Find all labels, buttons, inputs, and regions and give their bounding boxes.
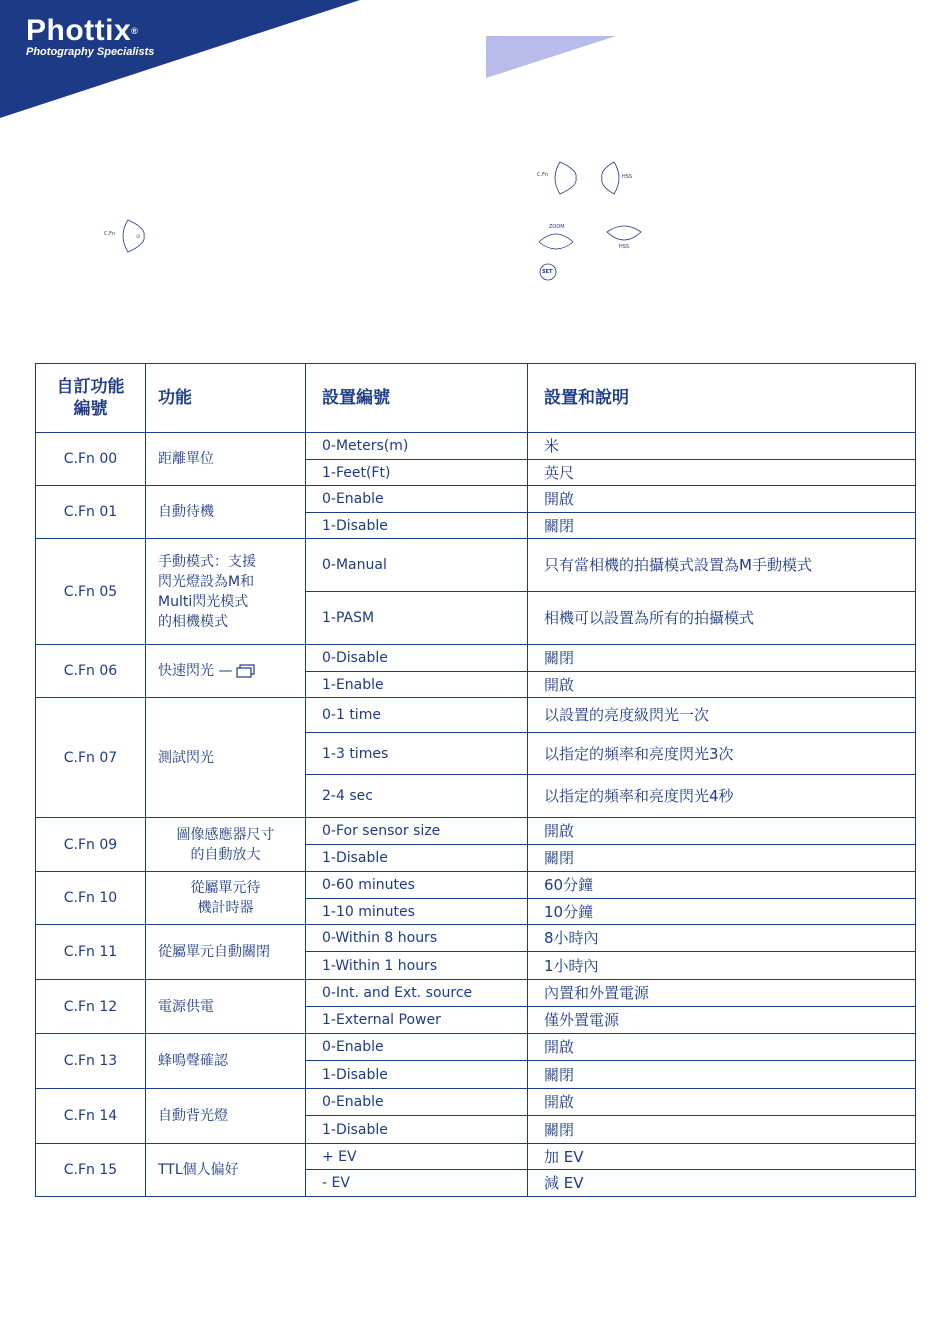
cfn-label: C.Fn xyxy=(104,231,116,237)
table-header-row xyxy=(36,364,916,433)
function-name-text: 自動背光燈 xyxy=(158,1108,228,1124)
setting-description: 1小時內 xyxy=(528,952,916,980)
table-row xyxy=(36,539,916,592)
setting-value: 1-Disable xyxy=(306,845,528,872)
setting-value: 0-Enable xyxy=(306,1089,528,1116)
setting-value: 1-Disable xyxy=(306,1116,528,1144)
brand-logo xyxy=(26,14,154,58)
setting-value: 1-External Power xyxy=(306,1007,528,1034)
setting-description: 關閉 xyxy=(528,1116,916,1144)
setting-description: 加 EV xyxy=(528,1144,916,1170)
function-code: C.Fn 09 xyxy=(36,818,146,872)
set-button-icon xyxy=(539,263,557,281)
function-name xyxy=(146,872,306,925)
header-code-label: 自訂功能 編號 xyxy=(56,377,125,419)
setting-value: 0-Within 8 hours xyxy=(306,925,528,952)
set-label: SET xyxy=(542,269,553,275)
setting-value: 0-60 minutes xyxy=(306,872,528,899)
setting-description: 英尺 xyxy=(528,460,916,486)
function-name-text: 測試閃光 xyxy=(158,749,214,766)
zoom-button-icon xyxy=(537,224,575,254)
hss-button-icon xyxy=(600,160,633,196)
function-code: C.Fn 06 xyxy=(36,645,146,698)
setting-description: 相機可以設置為所有的拍攝模式 xyxy=(528,592,916,645)
setting-description: 開啟 xyxy=(528,486,916,513)
function-name-text: 距離單位 xyxy=(158,451,214,467)
setting-description: 僅外置電源 xyxy=(528,1007,916,1034)
table-row xyxy=(36,433,916,460)
table-row xyxy=(36,818,916,845)
function-code: C.Fn 07 xyxy=(36,698,146,818)
hss-bottom-label: HSS xyxy=(619,244,630,250)
function-name-text: 自動待機 xyxy=(158,504,214,520)
function-code: C.Fn 11 xyxy=(36,925,146,980)
setting-value: 1-Feet(Ft) xyxy=(306,460,528,486)
setting-value: - EV xyxy=(306,1170,528,1197)
setting-description: 內置和外置電源 xyxy=(528,980,916,1007)
function-code: C.Fn 05 xyxy=(36,539,146,645)
setting-description: 開啟 xyxy=(528,672,916,698)
setting-description: 以指定的頻率和亮度閃光4秒 xyxy=(528,775,916,818)
function-name xyxy=(146,1034,306,1089)
custom-function-table xyxy=(35,363,916,1197)
function-name-text: 手動模式：支援 閃光燈設為M和 Multi閃光模式 的相機模式 xyxy=(158,553,256,630)
zoom-label: ZOOM xyxy=(549,224,565,230)
setting-value: 0-Meters(m) xyxy=(306,433,528,460)
setting-description: 關閉 xyxy=(528,1061,916,1089)
setting-description: 只有當相機的拍攝模式設置為M手動模式 xyxy=(528,539,916,592)
setting-description: 以設置的亮度級閃光一次 xyxy=(528,698,916,733)
setting-value: 1-Within 1 hours xyxy=(306,952,528,980)
cfn-top-label: C.Fn xyxy=(537,172,549,178)
setting-value: 0-Enable xyxy=(306,1034,528,1061)
function-name xyxy=(146,925,306,980)
setting-value: 0-Enable xyxy=(306,486,528,513)
table-row xyxy=(36,925,916,952)
header-function: 功能 xyxy=(146,364,306,433)
setting-value: 0-For sensor size xyxy=(306,818,528,845)
setting-description: 米 xyxy=(528,433,916,460)
setting-value: 2-4 sec xyxy=(306,775,528,818)
function-name-text: 快速閃光 — xyxy=(158,663,233,679)
setting-value: 1-3 times xyxy=(306,733,528,775)
function-name-text: 圖像感應器尺寸 的自動放大 xyxy=(176,826,275,863)
table-row xyxy=(36,486,916,513)
table-row xyxy=(36,1089,916,1116)
setting-description: 關閉 xyxy=(528,645,916,672)
hss-top-label: HSS xyxy=(622,174,633,180)
brand-tagline: Photography Specialists xyxy=(26,46,155,58)
setting-value: 0-1 time xyxy=(306,698,528,733)
setting-description: 開啟 xyxy=(528,1089,916,1116)
setting-description: 減 EV xyxy=(528,1170,916,1197)
setting-value: 0-Disable xyxy=(306,645,528,672)
function-name xyxy=(146,486,306,539)
setting-value: 1-Disable xyxy=(306,1061,528,1089)
table-body xyxy=(36,364,916,1197)
setting-value: 1-Enable xyxy=(306,672,528,698)
setting-value: 0-Int. and Ext. source xyxy=(306,980,528,1007)
function-name-text: TTL個人偏好 xyxy=(158,1162,239,1178)
setting-description: 關閉 xyxy=(528,845,916,872)
header-setting: 設置編號 xyxy=(306,364,528,433)
registered-mark: ® xyxy=(131,26,139,36)
setting-description: 關閉 xyxy=(528,513,916,539)
setting-value: 0-Manual xyxy=(306,539,528,592)
setting-description: 開啟 xyxy=(528,818,916,845)
svg-text:⊙: ⊙ xyxy=(136,234,141,240)
function-code: C.Fn 15 xyxy=(36,1144,146,1197)
function-name xyxy=(146,1144,306,1197)
function-code: C.Fn 00 xyxy=(36,433,146,486)
table-row xyxy=(36,698,916,733)
decorative-wedge xyxy=(486,36,616,80)
table-row xyxy=(36,872,916,899)
function-code: C.Fn 14 xyxy=(36,1089,146,1144)
function-name xyxy=(146,539,306,645)
setting-description: 以指定的頻率和亮度閃光3次 xyxy=(528,733,916,775)
header-code xyxy=(36,364,146,433)
continuous-shot-icon xyxy=(236,664,256,678)
function-code: C.Fn 12 xyxy=(36,980,146,1034)
cfn-top-button-icon xyxy=(537,160,582,196)
function-name xyxy=(146,645,306,698)
function-name xyxy=(146,698,306,818)
hss-bottom-button-icon xyxy=(605,222,643,248)
function-code: C.Fn 10 xyxy=(36,872,146,925)
function-name xyxy=(146,433,306,486)
function-name xyxy=(146,818,306,872)
table-row xyxy=(36,645,916,672)
function-name xyxy=(146,980,306,1034)
setting-value: + EV xyxy=(306,1144,528,1170)
header-description: 設置和說明 xyxy=(528,364,916,433)
cfn-button-icon xyxy=(104,218,150,254)
function-name-text: 從屬單元待 機計時器 xyxy=(190,880,261,916)
function-code: C.Fn 01 xyxy=(36,486,146,539)
table-row xyxy=(36,1144,916,1170)
setting-value: 1-10 minutes xyxy=(306,899,528,925)
function-code: C.Fn 13 xyxy=(36,1034,146,1089)
function-name xyxy=(146,1089,306,1144)
function-name-text: 電源供電 xyxy=(158,998,214,1015)
setting-value: 1-PASM xyxy=(306,592,528,645)
setting-description: 10分鐘 xyxy=(528,899,916,925)
function-name-text: 從屬單元自動關閉 xyxy=(158,944,270,960)
setting-description: 60分鐘 xyxy=(528,872,916,899)
setting-value: 1-Disable xyxy=(306,513,528,539)
function-name-text: 蜂鳴聲確認 xyxy=(158,1053,228,1069)
brand-name: Phottix xyxy=(26,14,132,47)
table-row xyxy=(36,1034,916,1061)
setting-description: 開啟 xyxy=(528,1034,916,1061)
table-row xyxy=(36,980,916,1007)
setting-description: 8小時內 xyxy=(528,925,916,952)
